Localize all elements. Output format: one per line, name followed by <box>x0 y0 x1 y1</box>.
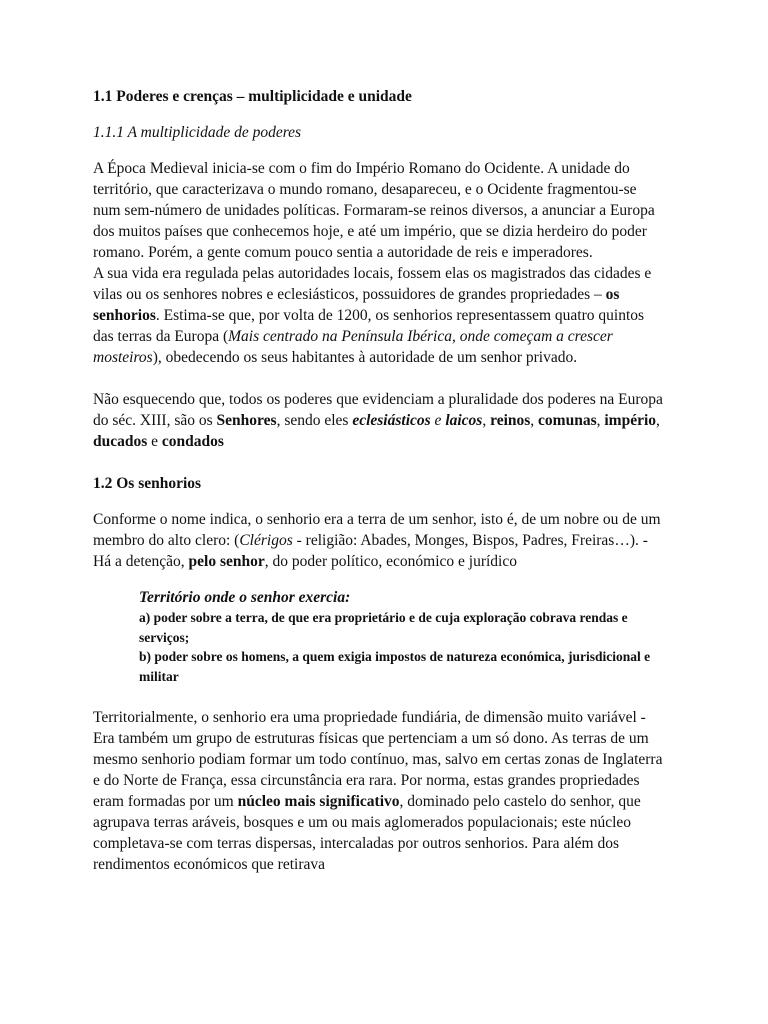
block-item-b: b) poder sobre os homens, a quem exigia impostos de natureza económica, jurisdicional e militar <box>139 649 651 684</box>
bold-term-nucleo: núcleo mais significativo <box>237 793 400 810</box>
italic-term-clerigos: Clérigos <box>239 532 293 549</box>
text-run: , <box>596 412 605 429</box>
bold-term-os-senhorios: os senhorios <box>93 286 620 324</box>
bold-term-reinos: reinos <box>490 412 531 429</box>
section-heading-1-1: 1.1 Poderes e crenças – multiplicidade e unidade <box>93 88 412 105</box>
block-item-a: a) poder sobre a terra, de que era proprietário e de cuja exploração cobrava rendas e serviços; <box>139 610 628 645</box>
bold-term-senhores: Senhores <box>216 412 277 429</box>
paragraph-4 <box>93 509 663 572</box>
bold-term-condados: condados <box>161 433 224 450</box>
text-run: , <box>482 412 491 429</box>
text-run: e <box>147 433 162 450</box>
text-run: , do poder político, económico e jurídico <box>264 553 517 570</box>
text-run: ), obedecendo os seus habitantes à autoridade de um senhor privado. <box>152 349 578 366</box>
italic-note: Mais centrado na Península Ibérica, onde começam a crescer mosteiros <box>93 328 613 366</box>
paragraph-2 <box>93 263 663 368</box>
paragraph-3 <box>93 389 663 452</box>
text-run: Não esquecendo que, todos os poderes que evidenciam a pluralidade dos poderes na Europa do séc. XIII, são os <box>93 391 663 429</box>
text-run: - religião: Abades, Monges, Bispos, Padres, Freiras…). - Há a detenção, <box>93 532 648 570</box>
section-heading-1-2: 1.2 Os senhorios <box>93 475 202 492</box>
text-run: A sua vida era regulada pelas autoridades locais, fossem elas os magistrados das cidades e vilas ou os senhores nobres e eclesiásticos, possuidores de grandes propriedades – <box>93 265 652 303</box>
bold-term-comunas: comunas <box>538 412 597 429</box>
bold-italic-term-eclesiasticos: eclesiásticos <box>352 412 431 429</box>
paragraph-1 <box>93 158 663 263</box>
text-run: e <box>430 412 446 429</box>
text-run: , <box>656 412 660 429</box>
text-run: Territorialmente, o senhorio era uma propriedade fundiária, de dimensão muito variável - Era também um grupo de estruturas físicas que pertenciam a um só dono. As terras de um mesmo senhorio podiam formar um todo contínuo, mas, salvo em certas zonas de Inglaterra e do Norte de França, essa circunstância era rara. Por norma, estas grandes propriedades eram formadas por um <box>93 709 663 810</box>
bold-italic-term-laicos: laicos <box>445 412 483 429</box>
subsection-heading-1-1-1: 1.1.1 A multiplicidade de poderes <box>93 124 302 141</box>
indented-block <box>139 588 659 686</box>
block-title: Território onde o senhor exercia: <box>139 589 351 606</box>
text-run: , <box>530 412 539 429</box>
text-run: , dominado pelo castelo do senhor, que agrupava terras aráveis, bosques e um ou mais aglomerados populacionais; este núcleo completava-se com terras dispersas, intercaladas por outros senhorios. Para além dos rendimentos económicos que retirava <box>93 793 641 873</box>
text-run: , sendo eles <box>276 412 353 429</box>
bold-term-pelo-senhor: pelo senhor <box>188 553 265 570</box>
bold-term-imperio: império <box>604 412 657 429</box>
paragraph-1-text: A Época Medieval inicia-se com o fim do Império Romano do Ocidente. A unidade do território, que caracterizava o mundo romano, desapareceu, e o Ocidente fragmentou-se num sem-número de unidades políticas. Formaram-se reinos diversos, a anunciar a Europa dos muitos países que conhecemos hoje, e até um império, que se dizia herdeiro do poder romano. Porém, a gente comum pouco sentia a autoridade de reis e imperadores. <box>93 160 655 261</box>
document-page <box>93 86 663 875</box>
paragraph-5 <box>93 707 663 875</box>
bold-term-ducados: ducados <box>93 433 148 450</box>
text-run: . Estima-se que, por volta de 1200, os senhorios representassem quatro quintos das terras da Europa ( <box>93 307 645 345</box>
text-run: Conforme o nome indica, o senhorio era a terra de um senhor, isto é, de um nobre ou de um membro do alto clero: ( <box>93 511 661 549</box>
